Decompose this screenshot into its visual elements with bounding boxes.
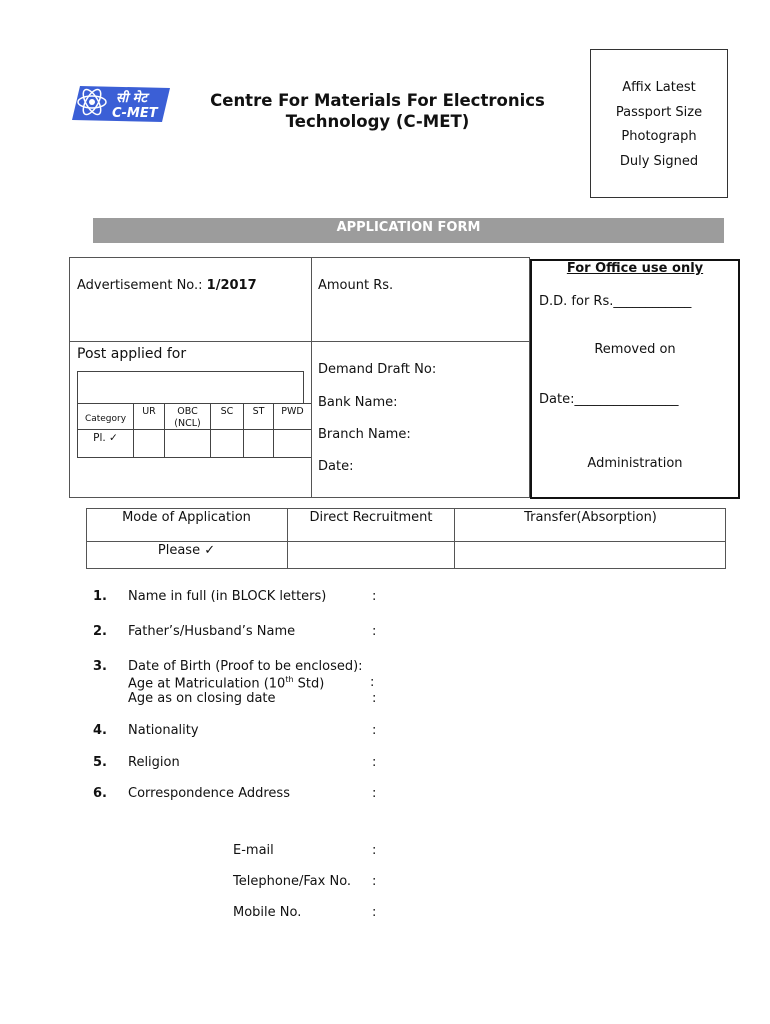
question-name-label[interactable]: Name in full (in BLOCK letters) [128,589,327,604]
title-line-2: Technology (C-MET) [285,112,470,131]
photo-line-1: Affix Latest [622,80,696,95]
matric-label-tail: Std) [293,676,325,692]
question-father-label[interactable]: Father’s/Husband’s Name [128,624,296,639]
category-cell-sc[interactable] [211,430,243,457]
category-grid-line [77,403,311,404]
category-header-st: ST [252,406,265,417]
question-number: 4. [93,723,107,738]
category-label: Category [84,414,127,424]
question-number: 3. [93,659,107,674]
photo-line-4: Duly Signed [619,153,699,169]
question-dob-label[interactable]: Date of Birth (Proof to be enclosed): [128,659,363,674]
question-colon: : [372,786,377,801]
application-form-banner: APPLICATION FORM [93,218,724,243]
mode-header-transfer: Transfer(Absorption) [524,510,657,525]
logo-english-text: C-MET [112,106,158,121]
post-applied-label: Post applied for [77,346,187,362]
question-matric-label[interactable] [128,675,324,691]
matric-label-text: Age at Matriculation (10 [128,676,286,692]
mode-please-tick: Please ✓ [157,543,216,558]
category-grid-line [77,457,311,458]
advertisement-label: Advertisement No.: [77,278,207,293]
question-number: 1. [93,589,107,604]
dd-date-label[interactable]: Date: [318,459,354,474]
main-box-divider-horizontal [69,341,530,342]
post-applied-input[interactable] [77,371,304,404]
question-colon: : [372,624,377,639]
logo-hindi-text: सी मेट [116,91,148,106]
cmet-logo [70,80,174,128]
category-cell-obc[interactable] [165,430,210,457]
category-header-pwd: PWD [281,406,304,417]
question-colon: : [372,905,377,920]
office-use-heading: For Office use only [566,261,704,276]
question-colon: : [370,675,375,690]
question-nationality-label[interactable]: Nationality [128,723,199,738]
mode-cell-transfer[interactable] [455,542,725,568]
category-header-ur: UR [142,406,156,417]
amount-label[interactable]: Amount Rs. [318,278,394,293]
question-religion-label[interactable]: Religion [128,755,180,770]
mode-cell-direct[interactable] [288,542,454,568]
office-date-field: Date:________________ [539,392,679,407]
category-grid-line [77,403,78,458]
photo-line-3: Photograph [621,129,697,144]
question-colon: : [372,843,377,858]
question-colon: : [372,755,377,770]
question-closing-age-label[interactable]: Age as on closing date [128,691,276,706]
telephone-fax-label[interactable]: Telephone/Fax No. [233,874,352,889]
title-line-1: Centre For Materials For Electronics [210,91,545,110]
question-colon: : [372,874,377,889]
email-label[interactable]: E-mail [233,843,274,858]
question-colon: : [372,723,377,738]
demand-draft-label[interactable]: Demand Draft No: [318,362,437,377]
organization-title [185,90,570,132]
mobile-label[interactable]: Mobile No. [233,905,302,920]
advertisement-field [77,278,257,293]
question-colon: : [372,691,377,706]
advertisement-value: 1/2017 [206,278,257,293]
office-removed-label: Removed on [594,342,676,357]
office-administration-label: Administration [587,456,683,471]
photo-line-2: Passport Size [615,104,703,120]
category-header-obc: OBC (NCL) [174,406,201,429]
mode-header-direct: Direct Recruitment [309,510,433,525]
question-number: 5. [93,755,107,770]
question-number: 6. [93,786,107,801]
category-cell-ur[interactable] [134,430,164,457]
branch-name-label[interactable]: Branch Name: [318,427,411,442]
mode-header-mode: Mode of Application [122,510,251,525]
bank-name-label[interactable]: Bank Name: [318,395,398,410]
please-tick-label: Pl. ✓ [93,432,118,444]
category-cell-st[interactable] [244,430,273,457]
question-colon: : [372,589,377,604]
question-number: 2. [93,624,107,639]
photo-box [590,49,728,198]
matric-sup: th [285,675,294,684]
category-header-sc: SC [220,406,234,417]
office-dd-field: D.D. for Rs.____________ [539,294,692,309]
question-address-label[interactable]: Correspondence Address [128,786,290,801]
main-box-divider-vertical [311,257,312,498]
category-cell-pwd[interactable] [274,430,311,457]
